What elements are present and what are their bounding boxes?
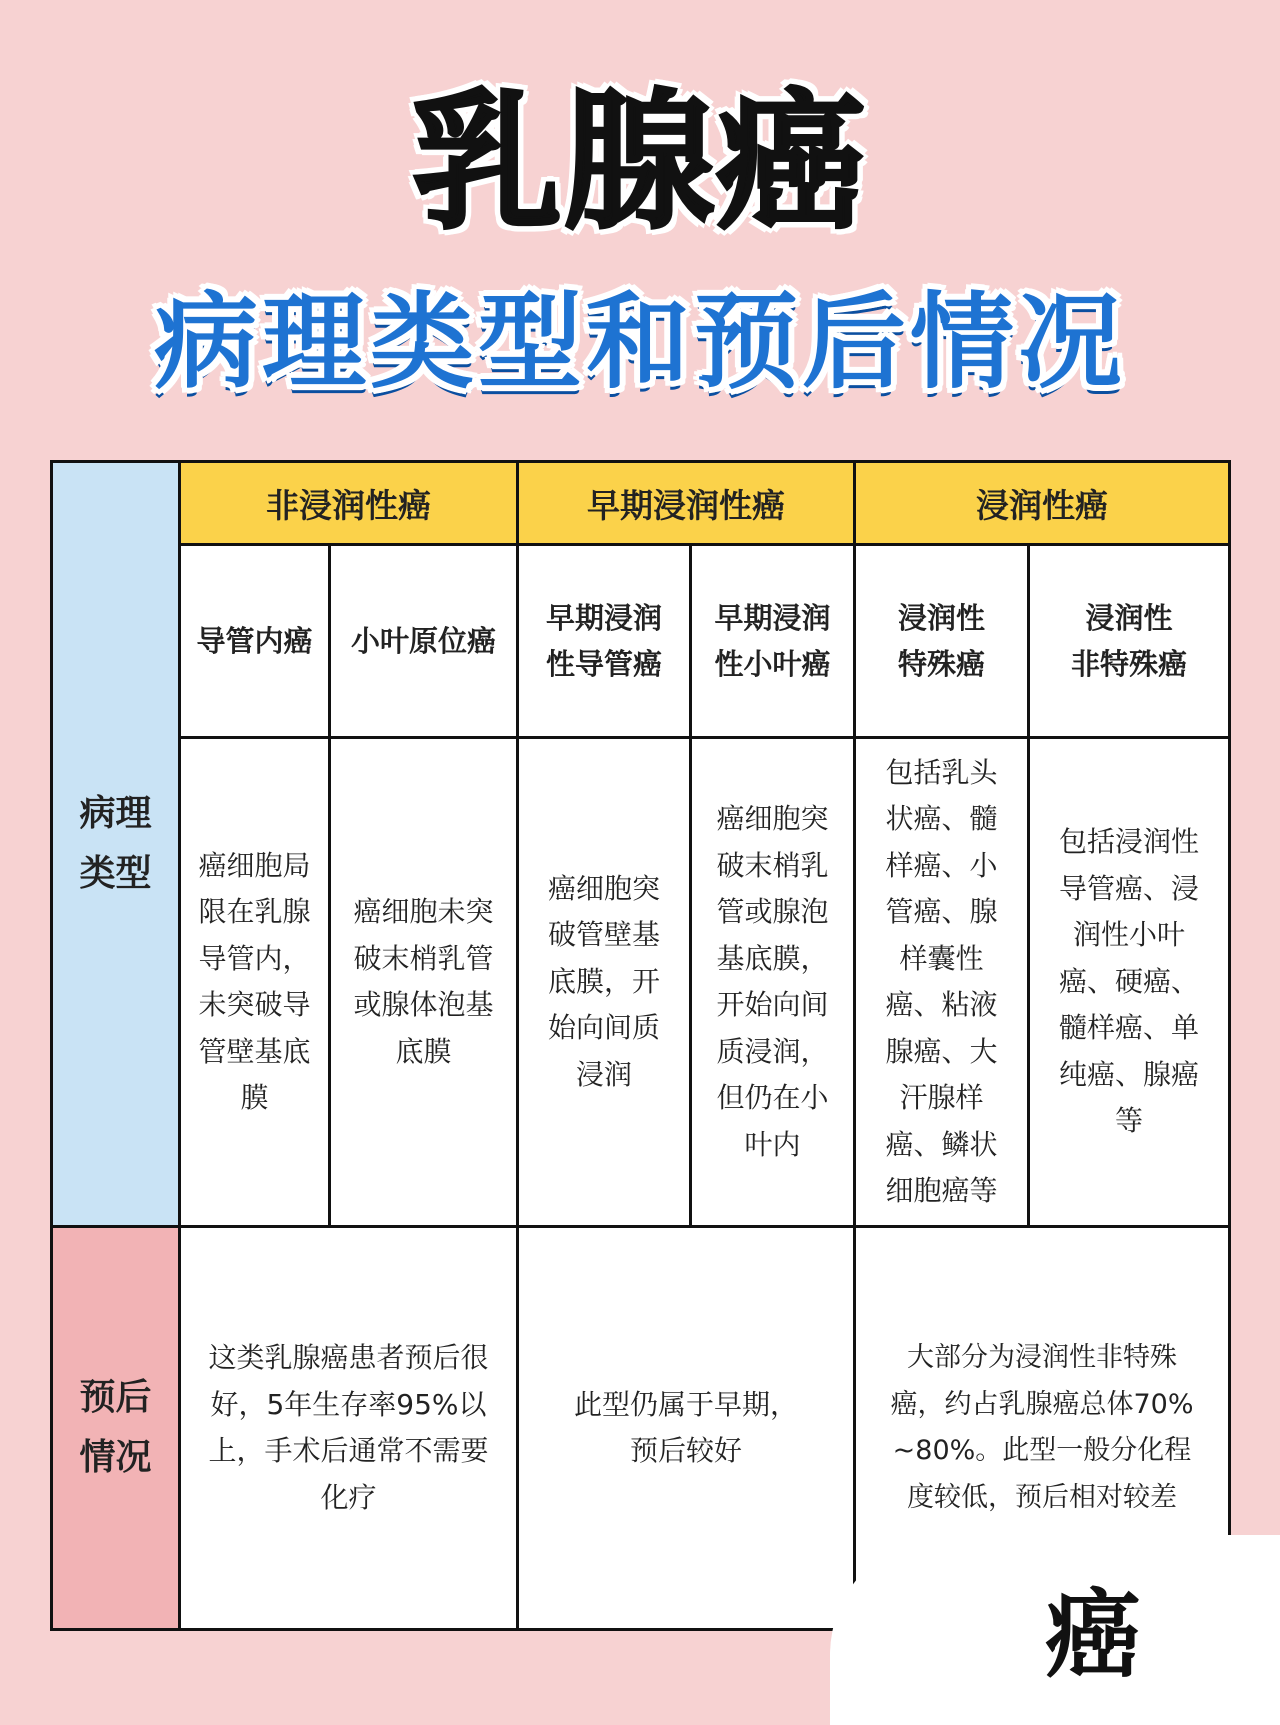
grid-line [516,463,519,1628]
subtype-header-non-special: 浸润性 非特殊癌 [1070,601,1187,681]
corner-sticker-glyph: 癌 [1045,1579,1141,1691]
grid-line [178,736,1228,739]
prognosis-early-invasive: 此型仍属于早期， 预后较好 [573,1387,798,1467]
grid-line [178,543,1228,546]
prognosis-non-invasive: 这类乳腺癌患者预后很 好，5年生存率95%以 上，手术后通常不需要 化疗 [208,1341,489,1514]
subtype-header-lobular-in-situ: 小叶原位癌 [350,624,496,658]
subtype-description: 癌细胞局 限在乳腺 导管内， 未突破导 管壁基底 膜 [198,848,311,1114]
group-header-non-invasive: 非浸润性癌 [181,463,516,543]
grid-line [328,543,331,1225]
subtype-header-ductal-in-situ: 导管内癌 [196,624,313,658]
grid-line [853,463,856,1628]
group-header-early-invasive: 早期浸润性癌 [519,463,853,543]
group-header-invasive: 浸润性癌 [856,463,1228,543]
grid-line [178,463,181,1628]
page-subtitle: 病理类型和预后情况 [153,281,1126,403]
side-label-prognosis: 预后 情况 [53,1228,178,1628]
subtype-header-special: 浸润性 特殊癌 [897,601,985,681]
subtype-header-early-ductal: 早期浸润 性导管癌 [545,601,662,681]
grid-line [53,1225,1228,1228]
subtype-description: 包括浸润性 导管癌、浸 润性小叶 癌、硬癌、 髓样癌、单 纯癌、腺癌 等 [1058,825,1199,1138]
subtype-description: 包括乳头 状癌、髓 样癌、小 管癌、腺 样囊性 癌、粘液 腺癌、大 汗腺样 癌、鳞状 细胞癌等 [885,755,998,1207]
side-label-type: 病理 类型 [53,463,178,1225]
subtype-description: 癌细胞突 破管壁基 底膜，开 始向间质 浸润 [547,871,660,1091]
grid-line [689,543,692,1225]
page-title: 乳腺癌 [411,76,868,250]
subtype-description: 癌细胞未突 破末梢乳管 或腺体泡基 底膜 [353,895,494,1068]
subtype-description: 癌细胞突 破末梢乳 管或腺泡 基底膜， 开始向间 质浸润， 但仍在小 叶内 [716,802,829,1161]
grid-line [1027,543,1030,1225]
prognosis-invasive: 大部分为浸润性非特殊 癌，约占乳腺癌总体70% ~80%。此型一般分化程 度较低，预后相对较差 [890,1342,1194,1513]
subtype-header-early-lobular: 早期浸润 性小叶癌 [714,601,831,681]
pathology-table [50,460,1231,1631]
